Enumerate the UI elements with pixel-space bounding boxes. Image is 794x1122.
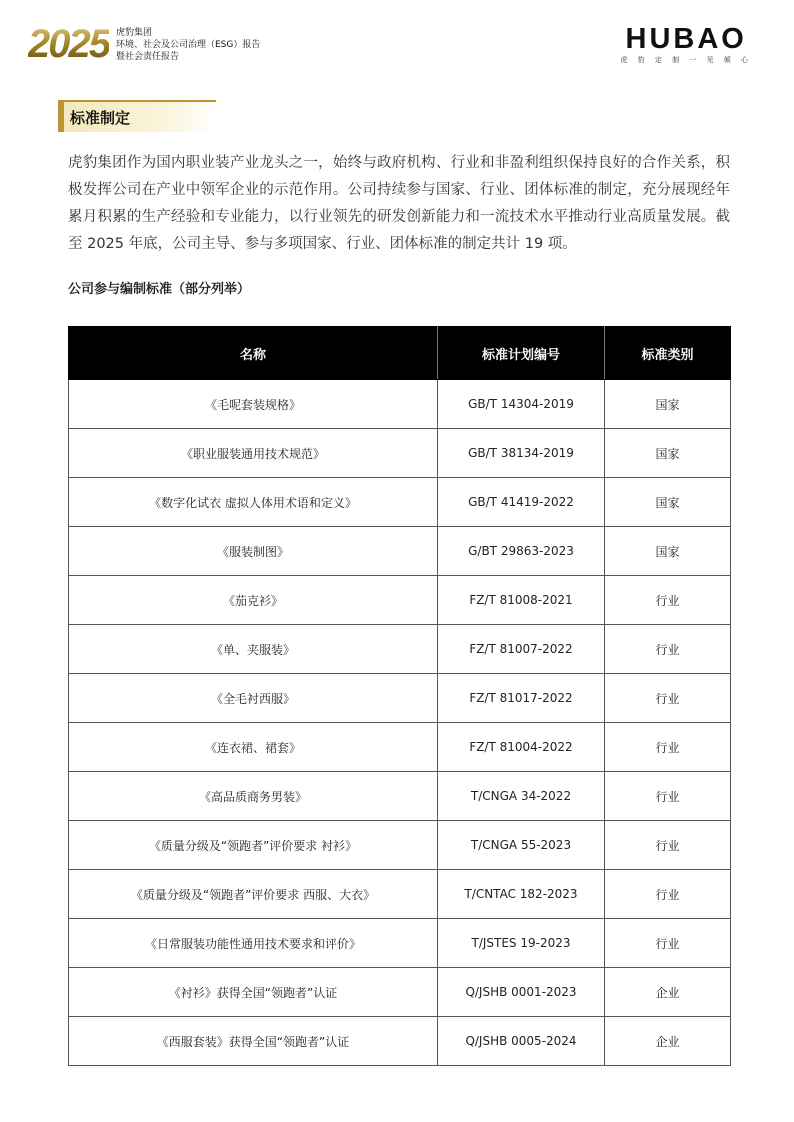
- column-header-code: 标准计划编号: [438, 327, 605, 380]
- page-header: [0, 0, 794, 80]
- standard-name-cell: 《茄克衫》: [69, 576, 438, 625]
- standard-name-cell: 《衬衫》获得全国“领跑者”认证: [69, 968, 438, 1017]
- standard-code-cell: Q/JSHB 0001-2023: [438, 968, 605, 1017]
- standard-name-cell: 《西服套装》获得全国“领跑者”认证: [69, 1017, 438, 1066]
- standard-name-cell: 《日常服装功能性通用技术要求和评价》: [69, 919, 438, 968]
- standard-code-cell: GB/T 14304-2019: [438, 380, 605, 429]
- section-heading: [58, 100, 216, 132]
- standard-code-cell: T/CNGA 55-2023: [438, 821, 605, 870]
- standard-name-cell: 《服装制图》: [69, 527, 438, 576]
- table-row: [69, 527, 731, 576]
- standard-category-cell: 行业: [605, 674, 731, 723]
- standard-name-cell: 《质量分级及“领跑者”评价要求 西服、大衣》: [69, 870, 438, 919]
- standard-name-cell: 《毛呢套装规格》: [69, 380, 438, 429]
- standard-code-cell: Q/JSHB 0005-2024: [438, 1017, 605, 1066]
- standard-name-cell: 《高品质商务男装》: [69, 772, 438, 821]
- standard-category-cell: 行业: [605, 625, 731, 674]
- standard-code-cell: FZ/T 81007-2022: [438, 625, 605, 674]
- table-row: [69, 625, 731, 674]
- table-header-row: [69, 327, 731, 380]
- standards-table: [68, 326, 731, 1066]
- standard-code-cell: FZ/T 81008-2021: [438, 576, 605, 625]
- section-heading-accent: [58, 102, 64, 132]
- standard-category-cell: 行业: [605, 723, 731, 772]
- standard-category-cell: 行业: [605, 772, 731, 821]
- table-caption: 公司参与编制标准（部分列举）: [68, 282, 251, 297]
- standard-category-cell: 企业: [605, 1017, 731, 1066]
- table-row: [69, 576, 731, 625]
- table-body: [69, 380, 731, 1066]
- report-title-line: 暨社会责任报告: [116, 52, 180, 62]
- standard-category-cell: 行业: [605, 576, 731, 625]
- table-row: [69, 968, 731, 1017]
- brand-logo: [620, 24, 752, 65]
- table-row: [69, 1017, 731, 1066]
- standard-category-cell: 国家: [605, 527, 731, 576]
- report-title-line: 虎豹集团: [116, 28, 153, 38]
- standard-category-cell: 国家: [605, 429, 731, 478]
- report-title-line: 环境、社会及公司治理（ESG）报告: [116, 40, 261, 50]
- standard-name-cell: 《质量分级及“领跑者”评价要求 衬衫》: [69, 821, 438, 870]
- table-row: [69, 919, 731, 968]
- table-row: [69, 478, 731, 527]
- brand-tagline: 虎 豹 定 制 一 见 倾 心: [620, 56, 752, 64]
- table-row: [69, 429, 731, 478]
- standard-category-cell: 行业: [605, 919, 731, 968]
- brand-name: HUBAO: [625, 23, 747, 55]
- report-year: 2025: [28, 22, 109, 66]
- standard-category-cell: 国家: [605, 380, 731, 429]
- standard-category-cell: 国家: [605, 478, 731, 527]
- standard-name-cell: 《数字化试衣 虚拟人体用术语和定义》: [69, 478, 438, 527]
- standard-name-cell: 《连衣裙、裙套》: [69, 723, 438, 772]
- standard-category-cell: 行业: [605, 821, 731, 870]
- table-row: [69, 723, 731, 772]
- column-header-name: 名称: [69, 327, 438, 380]
- standard-code-cell: T/JSTES 19-2023: [438, 919, 605, 968]
- standard-code-cell: T/CNTAC 182-2023: [438, 870, 605, 919]
- standard-name-cell: 《全毛衬西服》: [69, 674, 438, 723]
- standard-code-cell: T/CNGA 34-2022: [438, 772, 605, 821]
- standard-code-cell: GB/T 38134-2019: [438, 429, 605, 478]
- standard-code-cell: FZ/T 81017-2022: [438, 674, 605, 723]
- standard-code-cell: FZ/T 81004-2022: [438, 723, 605, 772]
- table-row: [69, 821, 731, 870]
- intro-paragraph: 虎豹集团作为国内职业装产业龙头之一，始终与政府机构、行业和非盈利组织保持良好的合作关系，积极发挥公司在产业中领军企业的示范作用。公司持续参与国家、行业、团体标准的制定，充分展现经年累月积累的生产经验和专业能力，以行业领先的研发创新能力和一流技术水平推动行业高质量发展。截至 2025 年底，公司主导、参与多项国家、行业、团体标准的制定共计 19 项。: [68, 155, 730, 252]
- table-row: [69, 674, 731, 723]
- table-row: [69, 870, 731, 919]
- standard-category-cell: 企业: [605, 968, 731, 1017]
- standard-category-cell: 行业: [605, 870, 731, 919]
- column-header-category: 标准类别: [605, 327, 731, 380]
- table-row: [69, 380, 731, 429]
- report-title: [116, 27, 260, 63]
- section-title: 标准制定: [70, 109, 131, 127]
- standard-name-cell: 《职业服装通用技术规范》: [69, 429, 438, 478]
- table-row: [69, 772, 731, 821]
- standard-code-cell: G/BT 29863-2023: [438, 527, 605, 576]
- standard-code-cell: GB/T 41419-2022: [438, 478, 605, 527]
- standard-name-cell: 《单、夹服装》: [69, 625, 438, 674]
